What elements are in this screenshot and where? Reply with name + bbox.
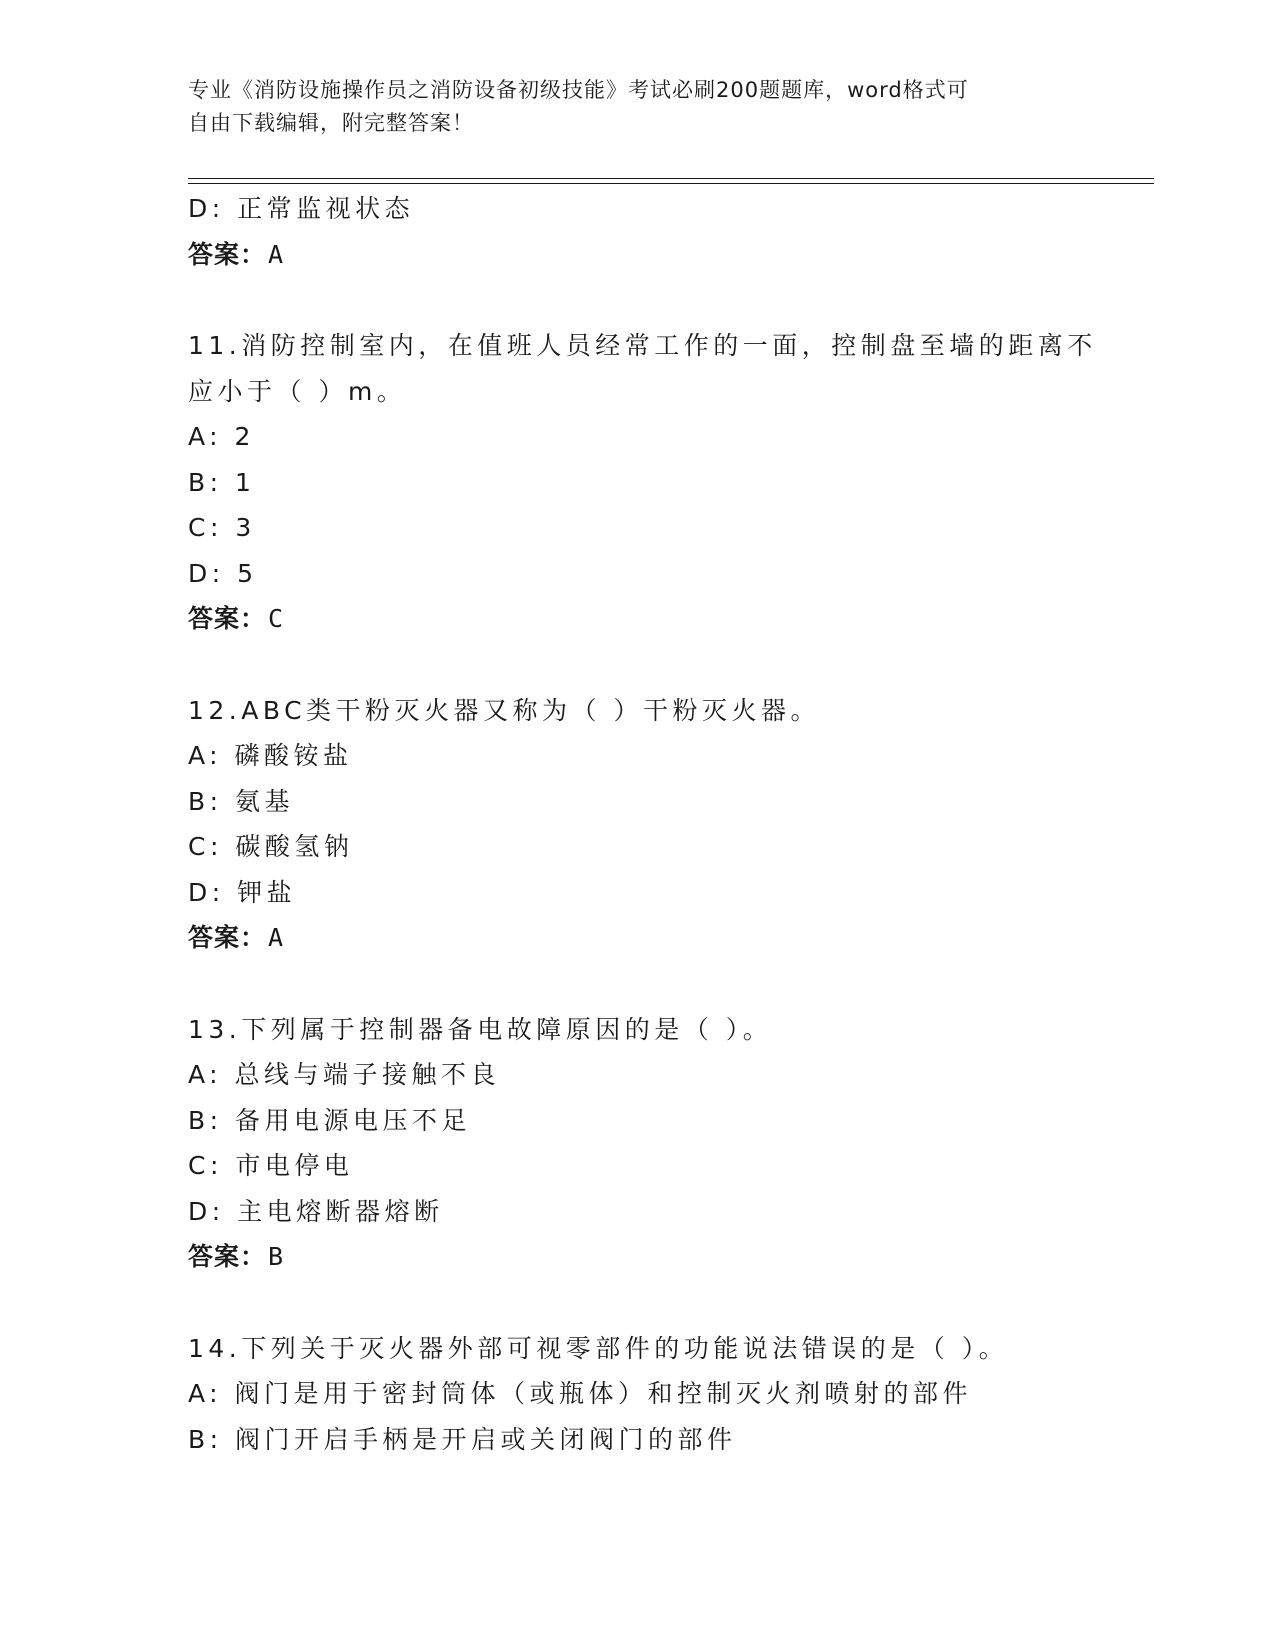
option-b: B: 氨基: [188, 786, 295, 816]
answer-value: C: [268, 604, 285, 633]
question-stem: 12.ABC类干粉灭火器又称为（ ）干粉灭火器。: [188, 695, 820, 725]
document-header: [188, 74, 1088, 140]
question-10: [188, 186, 1088, 277]
option-d: D: 5: [188, 558, 258, 588]
header-divider-top: [188, 178, 1154, 179]
answer-line: [188, 915, 1088, 961]
question-11: [188, 323, 1097, 642]
option-b: B: 阀门开启手柄是开启或关闭阀门的部件: [188, 1424, 737, 1454]
answer-value: A: [268, 923, 285, 952]
answer-line: [188, 596, 1088, 642]
option-d: D: 钾盐: [188, 877, 297, 907]
question-12: [188, 688, 1088, 961]
question-stem: 14.下列关于灭火器外部可视零部件的功能说法错误的是（ ）。: [188, 1333, 1009, 1363]
option-a: A: 磷酸铵盐: [188, 741, 353, 770]
answer-value: B: [268, 1242, 285, 1271]
option-a: A: 阀门是用于密封筒体（或瓶体）和控制灭火剂喷射的部件: [188, 1379, 973, 1408]
question-stem-line-1: 11.消防控制室内，在值班人员经常工作的一面，控制盘至墙的距离不: [188, 331, 1097, 360]
header-line-1: 专业《消防设施操作员之消防设备初级技能》考试必刷200题题库，word格式可: [188, 78, 969, 102]
option-b: B: 备用电源电压不足: [188, 1105, 472, 1135]
answer-label: 答案：: [188, 239, 267, 269]
question-stem-line-2: 应小于（ ）m。: [188, 376, 407, 406]
option-d: D: 主电熔断器熔断: [188, 1196, 444, 1226]
header-divider-bottom: [188, 183, 1154, 184]
question-stem: 13.下列属于控制器备电故障原因的是（ ）。: [188, 1014, 773, 1044]
option-a: A: 2: [188, 422, 255, 451]
answer-line: [188, 232, 1088, 278]
option-d: D: 正常监视状态: [188, 194, 415, 223]
option-c: C: 碳酸氢钠: [188, 832, 354, 861]
option-c: C: 市电停电: [188, 1151, 354, 1180]
answer-value: A: [268, 239, 285, 269]
answer-label: 答案：: [188, 604, 267, 633]
option-a: A: 总线与端子接触不良: [188, 1060, 501, 1089]
answer-label: 答案：: [188, 923, 267, 952]
question-13: [188, 1007, 1088, 1280]
option-b: B: 1: [188, 467, 256, 497]
answer-label: 答案：: [188, 1242, 267, 1271]
question-list: [188, 186, 1097, 1462]
option-c: C: 3: [188, 513, 256, 542]
question-14: [188, 1326, 1088, 1463]
header-line-2: 自由下载编辑，附完整答案！: [188, 111, 474, 135]
answer-line: [188, 1234, 1088, 1280]
